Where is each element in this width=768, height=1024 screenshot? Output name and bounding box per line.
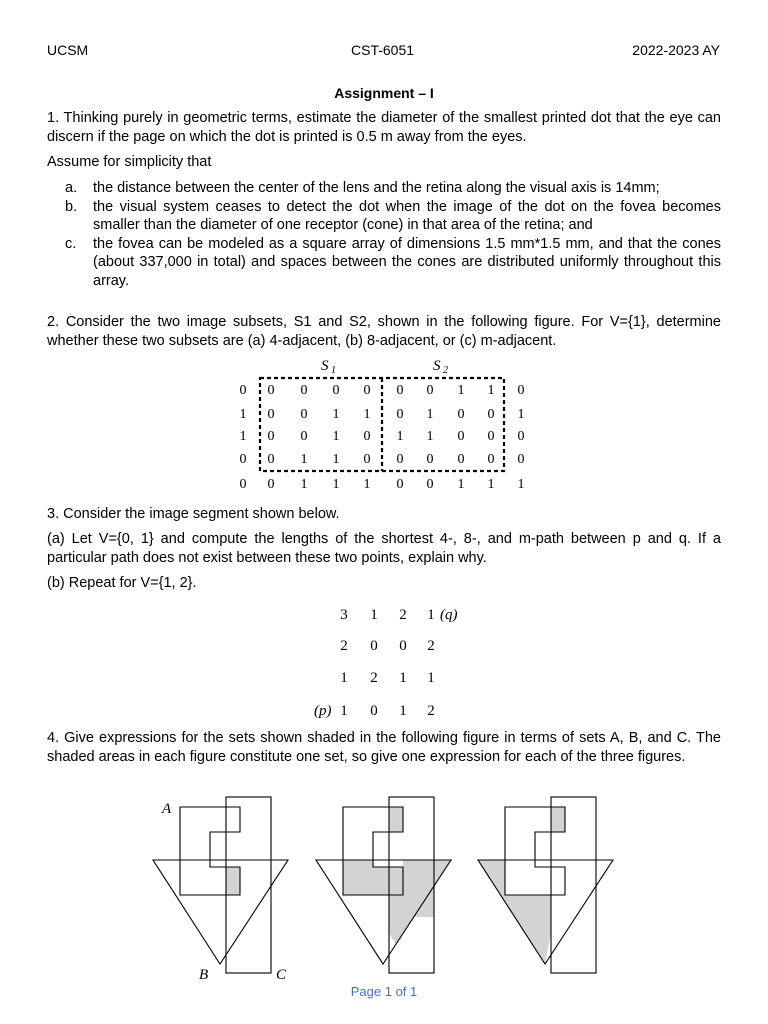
q3-cell: 2	[340, 638, 348, 654]
q2-cell: 0	[426, 452, 434, 467]
q3-cell: 1	[340, 703, 348, 719]
q2-cell: 0	[457, 429, 465, 444]
q3-cell: 2	[427, 703, 435, 719]
q2-cell: 0	[487, 407, 495, 422]
shade-a-and-c	[551, 807, 565, 832]
q1-assumption-b: b. the visual system ceases to detect the dot when the image of the dot on the fovea becomes smaller than the diameter of one receptor (cone) in that area of the retina; and	[65, 198, 721, 233]
q2-cell: 0	[267, 452, 275, 467]
q1-text: 1. Thinking purely in geometric terms, estimate the diameter of the smallest printed dot that the eye can discern if the page on which the dot is printed is 0.5 m away from the eyes.	[47, 110, 721, 145]
q3-part-a: (a) Let V={0, 1} and compute the lengths of the shortest 4-, 8-, and m-path between p and q. If a particular path does not exist between these two points, explain why.	[47, 531, 721, 566]
q2-cell: 1	[517, 477, 525, 492]
q4-text: 4. Give expressions for the sets shown shaded in the following figure in terms of sets A, B, and C. The shaded areas in each figure constitute one set, so give one expression for each of the three figures.	[47, 730, 721, 765]
q2-cell: 1	[239, 429, 247, 444]
q2-cell: 0	[487, 452, 495, 467]
q2-cell: 0	[239, 383, 247, 398]
q2-cell: 0	[300, 429, 308, 444]
header-institution: UCSM	[47, 42, 89, 58]
q2-cell: 1	[332, 477, 340, 492]
q3-cell: 1	[370, 607, 378, 623]
header-academic-year: 2022-2023 AY	[632, 42, 720, 58]
q2-cell: 0	[517, 429, 525, 444]
set-figure-1	[153, 797, 288, 983]
q2-cell: 0	[363, 429, 371, 444]
header-course-code: CST-6051	[351, 42, 415, 58]
set-label-c: C	[276, 967, 287, 983]
s2-label: S	[433, 358, 441, 374]
q2-cell: 1	[332, 407, 340, 422]
q2-cell: 1	[457, 383, 465, 398]
q1-assumption-a: a. the distance between the center of the lens and the retina along the visual axis is 14mm;	[65, 180, 660, 196]
q2-cell: 1	[426, 429, 434, 444]
q3-cell: 0	[370, 638, 378, 654]
set-figure-3	[478, 797, 613, 973]
q3-part-b: (b) Repeat for V={1, 2}.	[47, 575, 197, 591]
set-label-a: A	[162, 801, 172, 817]
q2-cell: 0	[517, 452, 525, 467]
q1-assumption-c: c. the fovea can be modeled as a square array of dimensions 1.5 mm*1.5 mm, and that the cones (about 337,000 in total) and spaces between the cones are distributed uniformly throughout this array.	[65, 235, 721, 289]
q2-cell: 1	[517, 407, 525, 422]
q1-assume: Assume for simplicity that	[47, 154, 212, 170]
page-number: Page 1 of 1	[350, 984, 418, 999]
q3-cell: 2	[427, 638, 435, 654]
q2-cell: 0	[457, 407, 465, 422]
q2-cell: 0	[332, 383, 340, 398]
q2-cell: 1	[426, 407, 434, 422]
shade-b-only	[478, 860, 551, 964]
q3-cell: 2	[399, 607, 407, 623]
q3-cell: 0	[370, 703, 378, 719]
q2-cell: 0	[267, 429, 275, 444]
q3-cell: 2	[370, 670, 378, 686]
q2-cell: 1	[487, 477, 495, 492]
q2-cell: 0	[426, 383, 434, 398]
q2-cell: 0	[239, 477, 247, 492]
q3-cell: 1	[427, 670, 435, 686]
q3-cell: 0	[399, 638, 407, 654]
q3-text: 3. Consider the image segment shown below.	[47, 506, 340, 522]
q3-cell: 1	[399, 670, 407, 686]
q3-cell: 1	[399, 703, 407, 719]
q2-cell: 1	[332, 429, 340, 444]
q2-cell: 0	[267, 477, 275, 492]
q2-cell: 0	[517, 383, 525, 398]
q3-cell: 1	[427, 607, 435, 623]
q2-cell: 1	[239, 407, 247, 422]
shade-intersection-abc	[226, 867, 240, 895]
q2-cell: 1	[457, 477, 465, 492]
q2-cell: 1	[487, 383, 495, 398]
q2-cell: 0	[487, 429, 495, 444]
set-label-b: B	[199, 967, 209, 983]
q2-cell: 0	[363, 452, 371, 467]
q2-cell: 0	[267, 383, 275, 398]
q2-cell: 0	[300, 407, 308, 422]
q2-cell: 1	[363, 477, 371, 492]
q2-cell: 1	[300, 452, 308, 467]
q2-cell: 1	[300, 477, 308, 492]
shade-a-and-c-top	[389, 807, 403, 832]
s1-subscript: 1	[331, 365, 336, 376]
q2-cell: 1	[363, 407, 371, 422]
s1-label: S	[321, 358, 329, 374]
q2-cell: 0	[267, 407, 275, 422]
q2-cell: 1	[332, 452, 340, 467]
assignment-title: Assignment – I	[334, 85, 434, 101]
p-label: (p)	[314, 703, 332, 719]
q2-cell: 0	[363, 383, 371, 398]
q2-cell: 0	[396, 383, 404, 398]
q2-cell: 0	[457, 452, 465, 467]
q-label: (q)	[440, 607, 458, 623]
q2-cell: 0	[239, 452, 247, 467]
q2-cell: 0	[396, 477, 404, 492]
q2-cell: 0	[426, 477, 434, 492]
q3-cell: 3	[340, 607, 348, 623]
q2-cell: 0	[396, 407, 404, 422]
q2-cell: 0	[300, 383, 308, 398]
q2-text: 2. Consider the two image subsets, S1 and S2, shown in the following figure. For V={1}, determine whether these two subsets are (a) 4-adjacent, (b) 8-adjacent, or (c) m-adjacent.	[47, 314, 721, 349]
set-figure-2	[316, 797, 451, 973]
q2-cell: 1	[396, 429, 404, 444]
q2-cell: 0	[396, 452, 404, 467]
s2-subscript: 2	[443, 365, 448, 376]
q3-cell: 1	[340, 670, 348, 686]
